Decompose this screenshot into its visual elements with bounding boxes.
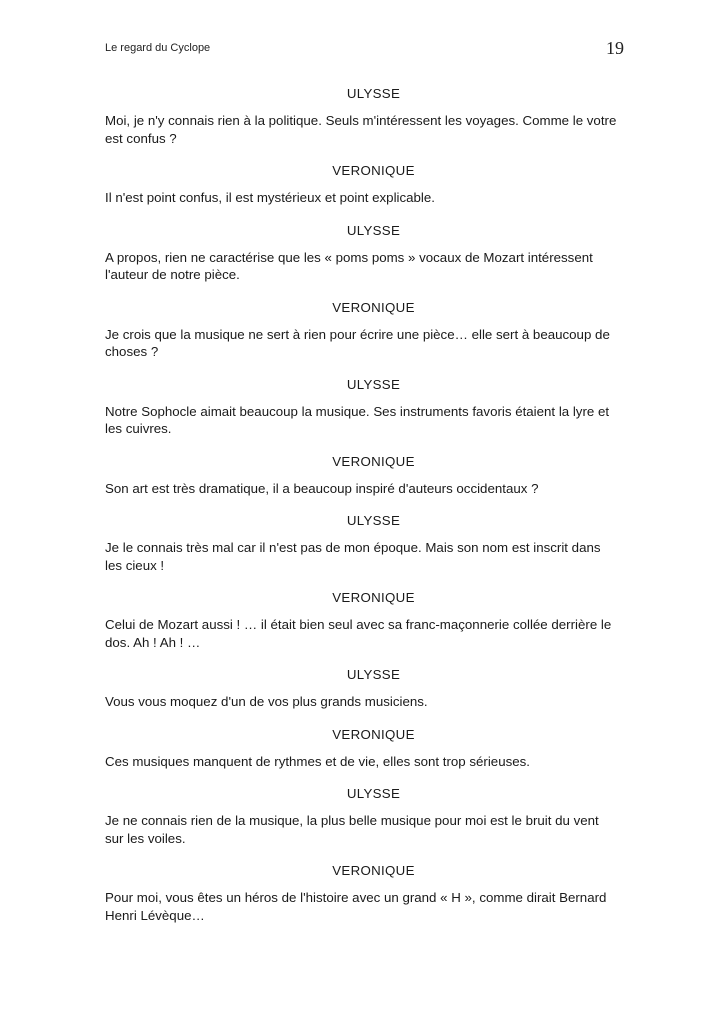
dialogue-line: Moi, je n'y connais rien à la politique. Seuls m'intéressent les voyages. Comme le votre est confus ? <box>105 113 617 146</box>
dialogue-line: Je le connais très mal car il n'est pas de mon époque. Mais son nom est inscrit dans les cieux ! <box>105 540 601 573</box>
dialogue-line: Son art est très dramatique, il a beaucoup inspiré d'auteurs occidentaux ? <box>105 480 539 496</box>
speaker-name: ULYSSE <box>346 86 401 101</box>
dialogue-exchange <box>105 725 620 771</box>
speaker-name: VERONIQUE <box>332 299 415 315</box>
dialogue-line: A propos, rien ne caractérise que les « poms poms » vocaux de Mozart intéressent l'auteur de notre pièce. <box>105 249 593 282</box>
speaker-name: VERONIQUE <box>332 590 415 605</box>
dialogue-exchange <box>105 511 620 574</box>
dialogue-line: Celui de Mozart aussi ! … il était bien seul avec sa franc-maçonnerie collée derrière le dos. Ah ! Ah ! … <box>105 617 612 650</box>
page-number: 19 <box>606 38 624 58</box>
speaker-name: ULYSSE <box>346 667 401 682</box>
dialogue-line: Je ne connais rien de la musique, la plus belle musique pour moi est le bruit du vent sur les voiles. <box>105 813 599 846</box>
speaker-name: ULYSSE <box>346 222 401 238</box>
dialogue-line: Vous vous moquez d'un de vos plus grands musiciens. <box>105 694 428 709</box>
dialogue-line: Notre Sophocle aimait beaucoup la musique. Ses instruments favoris étaient la lyre et les cuivres. <box>105 403 610 436</box>
speaker-name: ULYSSE <box>346 376 401 392</box>
running-header: Le regard du Cyclope <box>105 42 211 54</box>
dialogue-exchange <box>105 861 620 924</box>
speaker-name: VERONIQUE <box>332 163 415 178</box>
dialogue-exchange <box>105 84 620 147</box>
dialogue-body <box>105 84 620 938</box>
dialogue-line: Je crois que la musique ne sert à rien pour écrire une pièce… elle sert à beaucoup de choses ? <box>105 326 610 359</box>
dialogue-exchange <box>105 221 620 284</box>
speaker-name: VERONIQUE <box>332 863 415 878</box>
dialogue-exchange <box>105 665 620 711</box>
speaker-name: VERONIQUE <box>332 726 415 742</box>
dialogue-exchange <box>105 375 620 438</box>
dialogue-exchange <box>105 298 620 361</box>
speaker-name: ULYSSE <box>346 513 401 528</box>
dialogue-exchange <box>105 588 620 651</box>
speaker-name: ULYSSE <box>346 786 401 801</box>
dialogue-exchange <box>105 784 620 847</box>
dialogue-exchange <box>105 452 620 498</box>
dialogue-line: Il n'est point confus, il est mystérieux et point explicable. <box>105 190 435 205</box>
dialogue-line: Pour moi, vous êtes un héros de l'histoire avec un grand « H », comme dirait Bernard Henri Lévèque… <box>105 890 607 923</box>
speaker-name: VERONIQUE <box>332 453 415 469</box>
dialogue-exchange <box>105 161 620 207</box>
dialogue-line: Ces musiques manquent de rythmes et de vie, elles sont trop sérieuses. <box>105 753 530 769</box>
